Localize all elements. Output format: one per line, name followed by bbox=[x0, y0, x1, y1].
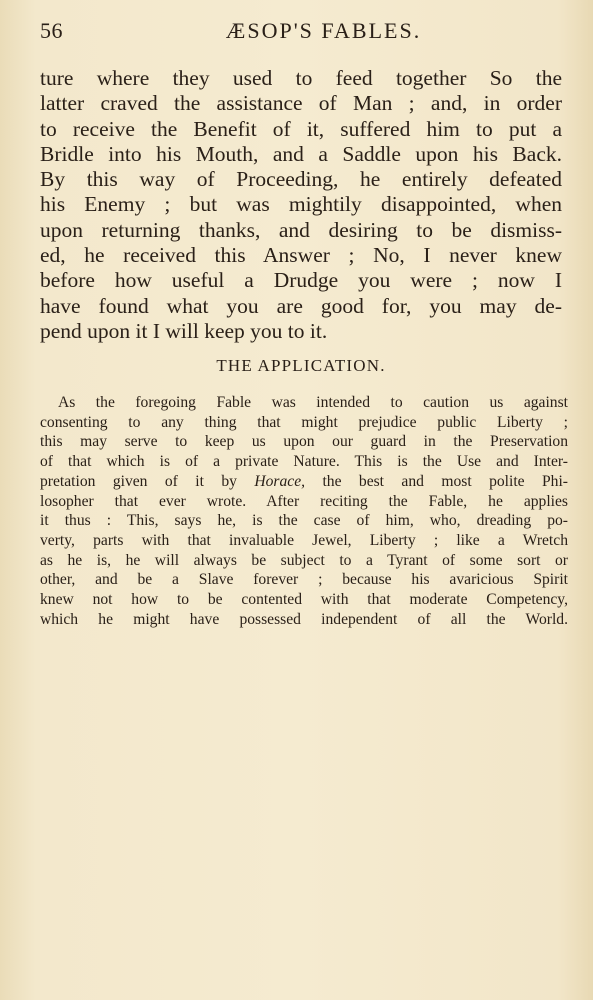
running-title: ÆSOP'S FABLES. bbox=[225, 18, 422, 43]
text-line: latter craved the assistance of Man ; and, in order bbox=[40, 91, 562, 116]
fable-body bbox=[40, 66, 562, 344]
text-segment: the best and most polite Phi- bbox=[322, 472, 568, 490]
text-line: as he is, he will always be subject to a Tyrant of some sort or bbox=[40, 551, 568, 569]
text-line: By this way of Proceeding, he entirely defeated bbox=[40, 167, 562, 192]
italic-name: Horace, bbox=[254, 472, 306, 490]
text-line: have found what you are good for, you may de- bbox=[40, 293, 562, 318]
text-line: ed, he received this Answer ; No, I never knew bbox=[40, 243, 562, 268]
page-number: 56 bbox=[40, 18, 63, 43]
text-line: pend upon it I will keep you to it. bbox=[40, 318, 328, 343]
text-line: before how useful a Drudge you were ; now I bbox=[40, 268, 562, 293]
text-line: upon returning thanks, and desiring to be dismiss- bbox=[40, 217, 562, 242]
text-line: verty, parts with that invaluable Jewel, Liberty ; like a Wretch bbox=[40, 531, 568, 549]
text-line: other, and be a Slave forever ; because his avaricious Spirit bbox=[40, 571, 568, 589]
text-line: his Enemy ; but was mightily disappointed, when bbox=[40, 192, 562, 217]
application-body bbox=[40, 393, 568, 629]
text-line bbox=[40, 472, 568, 492]
text-line: As the foregoing Fable was intended to caution us against bbox=[58, 394, 568, 411]
text-segment: pretation given of it by bbox=[40, 472, 237, 490]
text-line: this may serve to keep us upon our guard in the Preservation bbox=[40, 433, 568, 451]
text-line: ture where they used to feed together So the bbox=[40, 66, 562, 90]
text-line: it thus : This, says he, is the case of him, who, dreading po- bbox=[40, 512, 568, 530]
text-line: consenting to any thing that might prejudice public Liberty ; bbox=[40, 413, 568, 431]
text-line: of that which is of a private Nature. This is the Use and Inter- bbox=[40, 453, 568, 471]
text-line: losopher that ever wrote. After reciting the Fable, he applies bbox=[40, 492, 568, 510]
text-line: to receive the Benefit of it, suffered him to put a bbox=[40, 116, 562, 141]
application-heading: THE APPLICATION. bbox=[216, 356, 386, 375]
text-line: Bridle into his Mouth, and a Saddle upon his Back. bbox=[40, 141, 562, 166]
text-line: knew not how to be contented with that moderate Competency, bbox=[40, 591, 568, 609]
text-line: which he might have possessed independent of all the World. bbox=[40, 610, 568, 628]
page-header bbox=[40, 18, 567, 48]
